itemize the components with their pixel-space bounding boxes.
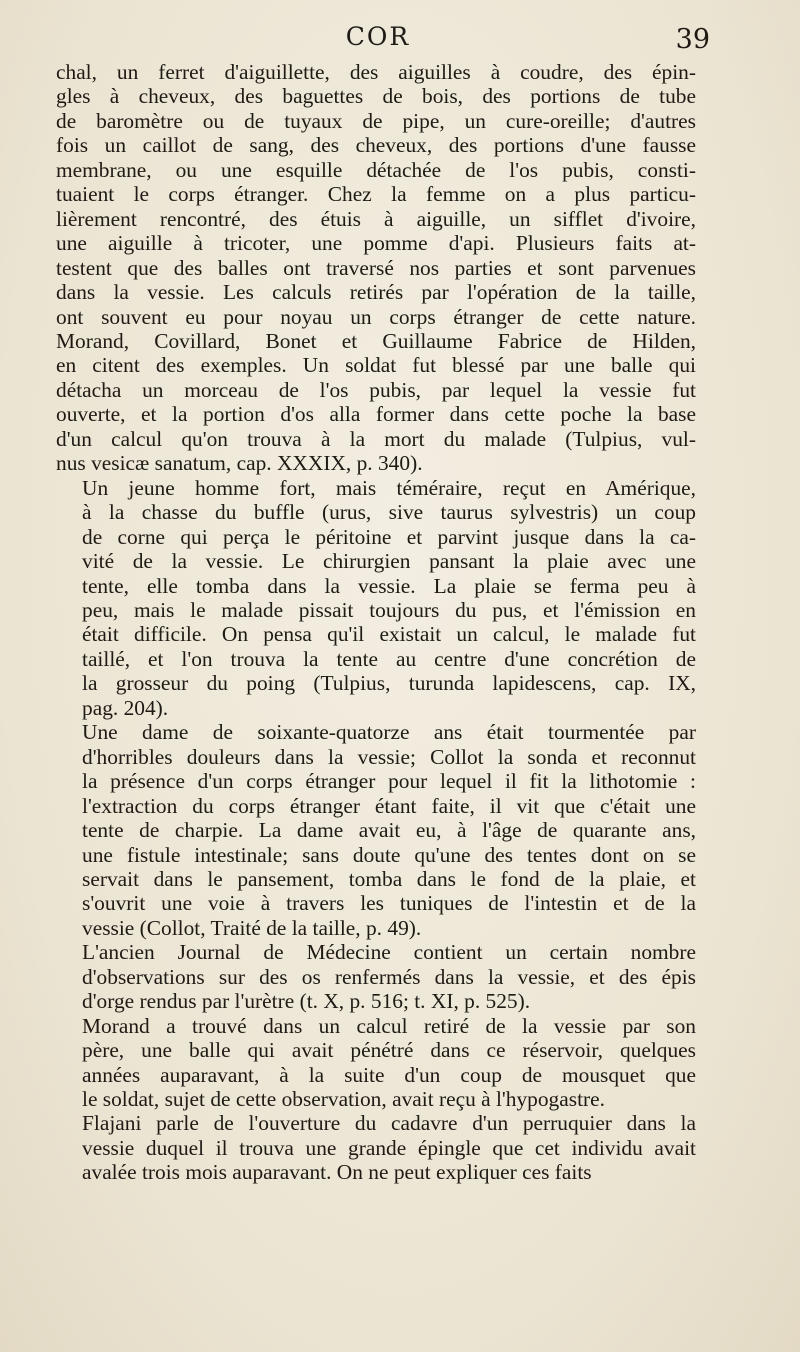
text-line: nus vesicæ sanatum, cap. XXXIX, p. 340). (56, 451, 423, 476)
text-line: Flajani parle de l'ouverture du cadavre d'un perruquier dans la (82, 1111, 696, 1136)
text-line: ont souvent eu pour noyau un corps étranger de cette nature. (56, 304, 696, 329)
text-line: servait dans le pansement, tomba dans le fond de la plaie, et (82, 866, 696, 891)
text-line: dans la vessie. Les calculs retirés par l'opération de la taille, (56, 280, 696, 305)
text-line: vité de la vessie. Le chirurgien pansant la plaie avec une (82, 549, 696, 574)
text-line: d'horribles douleurs dans la vessie; Collot la sonda et reconnut (82, 744, 696, 769)
text-line: détacha un morceau de l'os pubis, par lequel la vessie fut (56, 377, 696, 402)
text-line: vessie duquel il trouva une grande épingle que cet individu avait (82, 1135, 696, 1160)
text-line: avalée trois mois auparavant. On ne peut expliquer ces faits (82, 1160, 592, 1185)
text-line: tuaient le corps étranger. Chez la femme on a plus particu- (56, 182, 696, 207)
text-line: une fistule intestinale; sans doute qu'une des tentes dont on se (82, 842, 696, 867)
text-line: une aiguille à tricoter, une pomme d'api. Plusieurs faits at- (56, 231, 696, 256)
text-line: d'un calcul qu'on trouva à la mort du malade (Tulpius, vul- (56, 426, 696, 451)
paragraph (56, 476, 696, 721)
paragraph (56, 1111, 696, 1184)
text-line: Morand, Covillard, Bonet et Guillaume Fabrice de Hilden, (56, 328, 696, 353)
page-number: 39 (675, 24, 710, 55)
text-line: vessie (Collot, Traité de la taille, p. 49). (82, 915, 422, 940)
text-line: gles à cheveux, des baguettes de bois, des portions de tube (56, 84, 696, 109)
text-line: tente, elle tomba dans la vessie. La plaie se ferma peu à (82, 573, 696, 598)
paragraph (56, 1014, 696, 1112)
text-line: Une dame de soixante-quatorze ans était tourmentée par (82, 720, 696, 745)
text-line: taillé, et l'on trouva la tente au centre d'une concrétion de (82, 646, 696, 671)
text-line: l'extraction du corps étranger étant faite, il vit que c'était une (82, 793, 696, 818)
text-line: tente de charpie. La dame avait eu, à l'âge de quarante ans, (82, 818, 696, 843)
text-line: L'ancien Journal de Médecine contient un certain nombre (82, 940, 696, 965)
paragraph (56, 940, 696, 1013)
text-line: d'observations sur des os renfermés dans la vessie, et des épis (82, 964, 696, 989)
text-line: à la chasse du buffle (urus, sive taurus sylvestris) un coup (82, 500, 696, 525)
text-line: ouverte, et la portion d'os alla former dans cette poche la base (56, 402, 696, 427)
text-line: années auparavant, à la suite d'un coup de mousquet que (82, 1062, 696, 1087)
text-line: chal, un ferret d'aiguillette, des aiguilles à coudre, des épin- (56, 60, 696, 84)
text-line: était difficile. On pensa qu'il existait un calcul, le malade fut (82, 622, 696, 647)
text-line: de baromètre ou de tuyaux de pipe, un cure-oreille; d'autres (56, 108, 696, 133)
text-line: testent que des balles ont traversé nos parties et sont parvenues (56, 255, 696, 280)
paragraph (56, 720, 696, 940)
paragraph (56, 60, 696, 476)
text-line: membrane, ou une esquille détachée de l'os pubis, consti- (56, 157, 696, 182)
text-line: le soldat, sujet de cette observation, avait reçu à l'hypogastre. (82, 1087, 605, 1112)
text-line: Morand a trouvé dans un calcul retiré de la vessie par son (82, 1013, 696, 1038)
text-line: la grosseur du poing (Tulpius, turunda lapidescens, cap. IX, (82, 671, 696, 696)
text-line: s'ouvrit une voie à travers les tuniques de l'intestin et de la (82, 891, 696, 916)
text-line: Un jeune homme fort, mais téméraire, reçut en Amérique, (82, 475, 696, 500)
running-title: COR (345, 22, 411, 51)
text-line: d'orge rendus par l'urètre (t. X, p. 516; t. XI, p. 525). (82, 989, 531, 1014)
text-block (56, 60, 696, 1185)
running-head (56, 22, 710, 56)
text-line: en citent des exemples. Un soldat fut blessé par une balle qui (56, 353, 696, 378)
text-line: pag. 204). (82, 695, 169, 720)
text-line: la présence d'un corps étranger pour lequel il fit la lithotomie : (82, 769, 696, 794)
text-line: peu, mais le malade pissait toujours du pus, et l'émission en (82, 597, 696, 622)
text-line: père, une balle qui avait pénétré dans ce réservoir, quelques (82, 1038, 696, 1063)
text-line: de corne qui perça le péritoine et parvint jusque dans la ca- (82, 524, 696, 549)
text-line: lièrement rencontré, des étuis à aiguille, un sifflet d'ivoire, (56, 206, 696, 231)
text-line: fois un caillot de sang, des cheveux, des portions d'une fausse (56, 133, 696, 158)
